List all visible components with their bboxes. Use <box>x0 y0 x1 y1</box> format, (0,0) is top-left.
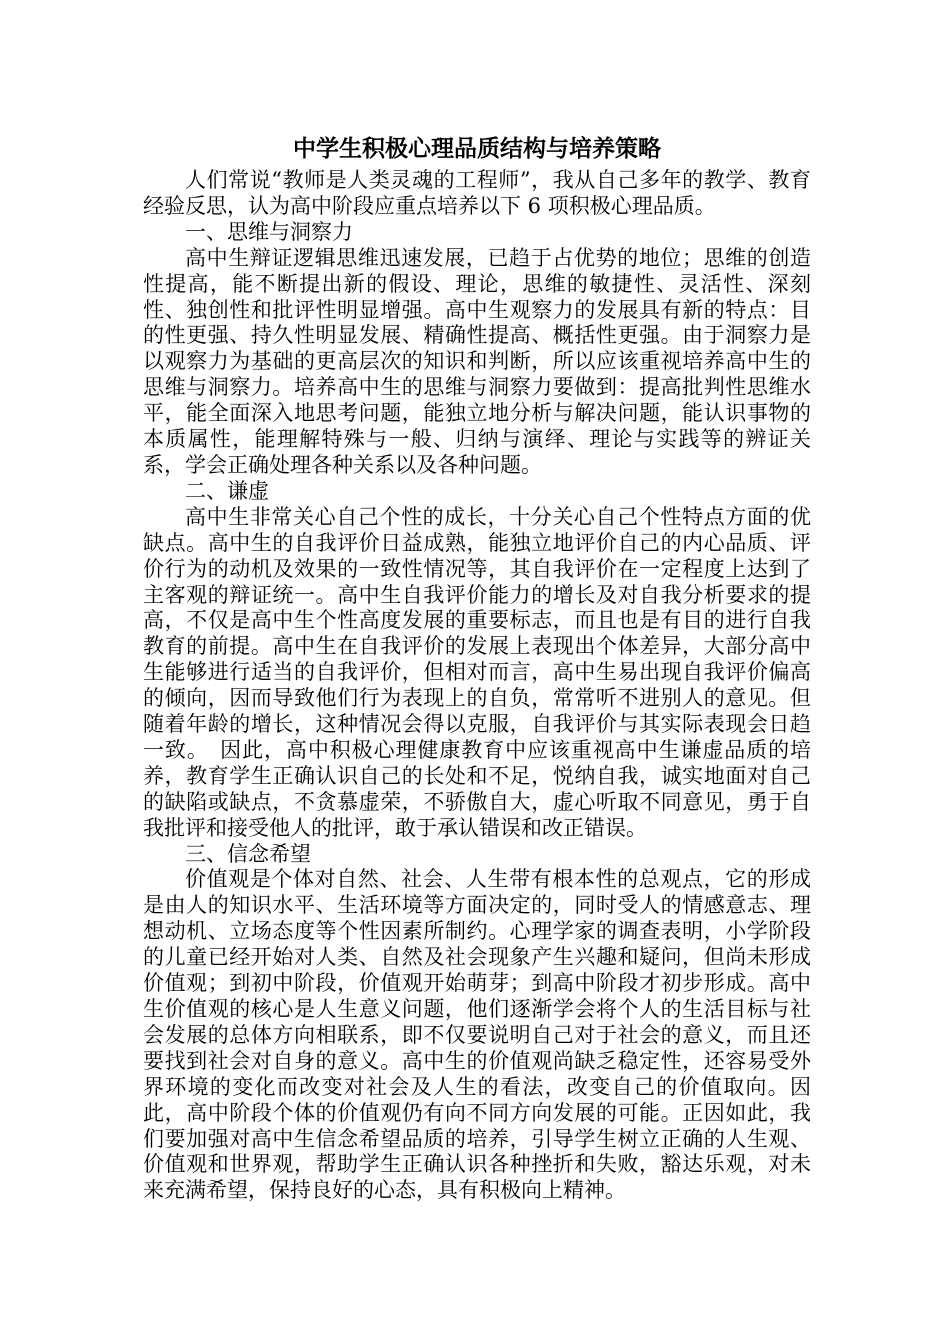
intro-paragraph: 人们常说“教师是人类灵魂的工程师”，我从自己多年的教学、教育经验反思，认为高中阶段应重点培养以下 6 项积极心理品质。 <box>143 168 811 218</box>
section-body-belief-hope: 价值观是个体对自然、社会、人生带有根本性的总观点，它的形成是由人的知识水平、生活环境等方面决定的，同时受人的情感意志、理想动机、立场态度等个性因素所制约。心理学家的调查表明，小学阶段的儿童已经开始对人类、自然及社会现象产生兴趣和疑问，但尚未形成价值观；到初中阶段，价值观开始萌芽；到高中阶段才初步形成。高中生价值观的核心是人生意义问题，他们逐渐学会将个人的生活目标与社会发展的总体方向相联系，即不仅要说明自己对于社会的意义，而且还要找到社会对自身的意义。高中生的价值观尚缺乏稳定性，还容易受外界环境的变化而改变对社会及人生的看法，改变自己的价值取向。因此，高中阶段个体的价值观仍有向不同方向发展的可能。正因如此，我们要加强对高中生信念希望品质的培养，引导学生树立正确的人生观、价值观和世界观，帮助学生正确认识各种挫折和失败，豁达乐观，对未来充满希望，保持良好的心态，具有积极向上精神。 <box>143 867 811 1203</box>
section-heading-thinking: 一、思维与洞察力 <box>185 219 353 244</box>
section-body-modesty: 高中生非常关心自己个性的成长，十分关心自己个性特点方面的优缺点。高中生的自我评价日益成熟，能独立地评价自己的内心品质、评价行为的动机及效果的一致性情况等，其自我评价在一定程度上达到了主客观的辩证统一。高中生自我评价能力的增长及对自我分析要求的提高，不仅是高中生个性高度发展的重要标志，而且也是有目的进行自我教育的前提。高中生在自我评价的发展上表现出个体差异，大部分高中生能够进行适当的自我评价，但相对而言，高中生易出现自我评价偏高的倾向，因而导致他们行为表现上的自负，常常听不进别人的意见。但随着年龄的增长，这种情况会得以克服，自我评价与其实际表现会日趋一致。 因此，高中积极心理健康教育中应该重视高中生谦虚品质的培养，教育学生正确认识自己的长处和不足，悦纳自我，诚实地面对自己的缺陷或缺点，不贪慕虚荣，不骄傲自大，虚心听取不同意见，勇于自我批评和接受他人的批评，敢于承认错误和改正错误。 <box>143 504 811 840</box>
document-title: 中学生积极心理品质结构与培养策略 <box>293 135 661 162</box>
section-heading-modesty: 二、谦虚 <box>185 478 269 503</box>
section-body-thinking: 高中生辩证逻辑思维迅速发展，已趋于占优势的地位；思维的创造性提高，能不断提出新的假设、理论，思维的敏捷性、灵活性、深刻性、独创性和批评性明显增强。高中生观察力的发展具有新的特点：目的性更强、持久性明显发展、精确性提高、概括性更强。由于洞察力是以观察力为基础的更高层次的知识和判断，所以应该重视培养高中生的思维与洞察力。培养高中生的思维与洞察力要做到：提高批判性思维水平，能全面深入地思考问题，能独立地分析与解决问题，能认识事物的本质属性，能理解特殊与一般、归纳与演绎、理论与实践等的辨证关系，学会正确处理各种关系以及各种问题。 <box>143 245 811 477</box>
document-page <box>143 131 811 1204</box>
section-heading-belief-hope: 三、信念希望 <box>185 841 311 866</box>
